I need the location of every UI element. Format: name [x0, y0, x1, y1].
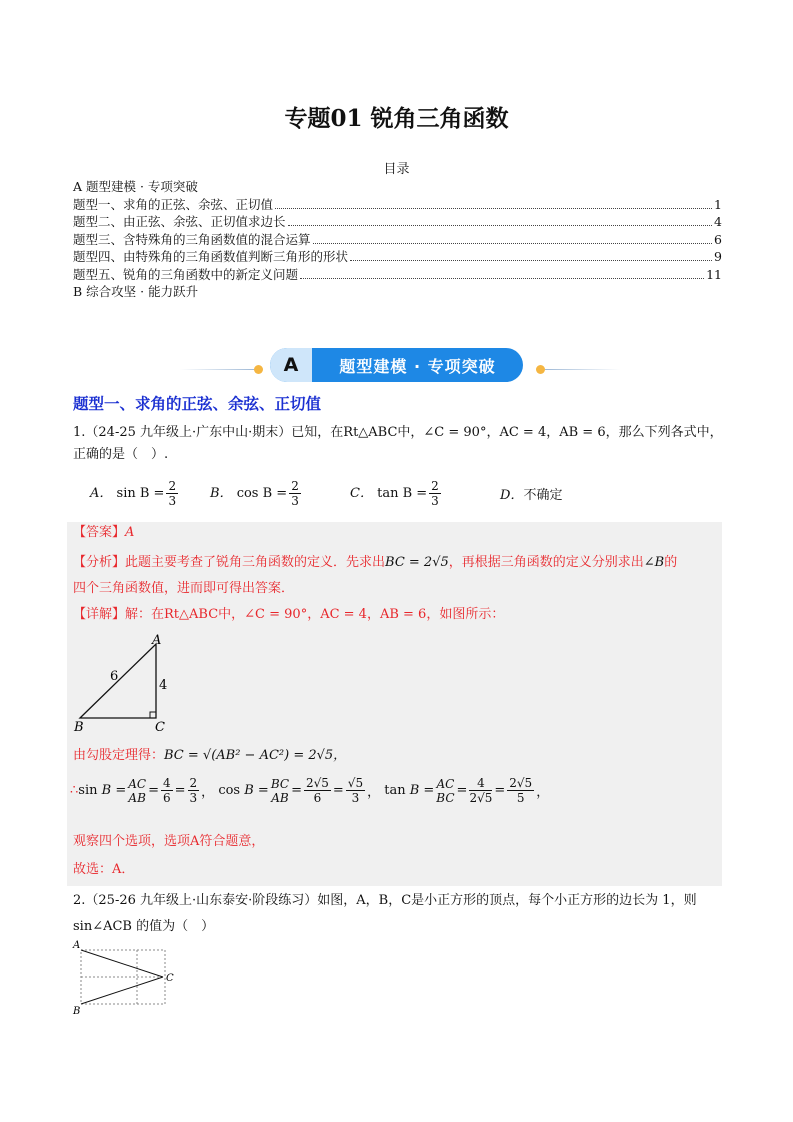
vertex-b-label: B — [74, 720, 84, 734]
q1-options — [90, 479, 710, 513]
analysis-math: BC = 2√5 — [385, 555, 449, 570]
option-c[interactable]: C． tan B = $\frac{2}{3}$ — [350, 479, 439, 508]
triangle-figure — [70, 632, 180, 734]
option-d[interactable]: D．不确定 — [500, 488, 563, 503]
q1-stem-line1: 1.（24-25 九年级上·广东中山·期末）已知，在Rt△ABC中，∠C = 90°，AC = 4，AB = 6，那么下列各式中， — [73, 425, 723, 440]
pythagoras-line — [73, 744, 346, 763]
question-1 — [73, 422, 723, 466]
page-title: 专题01 锐角三角函数 — [284, 105, 509, 132]
toc-page: 9 — [714, 249, 722, 264]
vertex-c-label: C — [155, 720, 165, 734]
pythagoras-text: 由勾股定理得： — [73, 748, 165, 763]
analysis-text: 此题主要考查了锐角三角函数的定义．先求出 — [125, 555, 386, 570]
grid-vertex-b: B — [73, 1006, 81, 1017]
solution — [73, 522, 723, 628]
toc-page: 1 — [714, 196, 722, 212]
table-of-contents — [73, 178, 722, 301]
toc-page: 11 — [706, 266, 722, 282]
analysis-angle: ∠B — [643, 555, 665, 570]
answer-tag: 【答案】 — [73, 525, 126, 540]
banner-letter: A — [270, 348, 312, 382]
q2-stem-line2: sin∠ACB 的值为（ ） — [73, 919, 215, 934]
banner-right-dot — [536, 365, 545, 374]
section-heading: 题型一、求角的正弦、余弦、正切值 — [73, 395, 322, 413]
detail-text: 解：在Rt△ABC中，∠C = 90°，AC = 4，AB = 6，如图所示： — [125, 607, 505, 622]
vertex-a-label: A — [152, 633, 162, 648]
toc-heading: 目录 — [383, 162, 410, 177]
toc-label: 题型五、锐角的三角函数中的新定义问题 — [73, 266, 299, 282]
toc-item[interactable] — [73, 266, 722, 284]
toc-item[interactable] — [73, 231, 722, 249]
banner-text: 题型建模 · 专项突破 — [339, 356, 496, 376]
question-2 — [73, 888, 723, 940]
q2-stem-line1: 2.（25-26 九年级上·山东泰安·阶段练习）如图，A，B，C是小正方形的顶点，每个小正方形的边长为 1，则 — [73, 893, 697, 908]
toc-section-a[interactable]: A 题型建模 · 专项突破 — [73, 179, 198, 194]
pythagoras-math: BC = √(AB² − AC²) = 2√5， — [164, 748, 347, 763]
grid-vertex-c: C — [166, 973, 174, 984]
toc-item[interactable] — [73, 196, 722, 214]
section-banner — [270, 348, 523, 382]
banner-left-dot — [254, 365, 263, 374]
detail-tag: 【详解】 — [73, 607, 126, 622]
analysis-text: ，再根据三角函数的定义分别求出 — [448, 555, 644, 570]
toc-label: 题型一、求角的正弦、余弦、正切值 — [73, 196, 274, 212]
hypotenuse-label: 6 — [110, 669, 119, 684]
analysis-tag: 【分析】 — [73, 555, 126, 570]
leg-label: 4 — [159, 678, 168, 693]
answer-value: A — [125, 525, 135, 540]
toc-item[interactable] — [73, 248, 722, 266]
therefore-symbol: ∴ — [70, 783, 79, 798]
toc-item[interactable] — [73, 213, 722, 231]
toc-page: 6 — [714, 231, 722, 247]
toc-page: 4 — [714, 214, 722, 229]
banner-left-line — [180, 369, 255, 370]
choose-text: 故选：A． — [73, 862, 135, 877]
analysis-text: 的 — [664, 555, 678, 570]
option-b[interactable]: B． cos B = $\frac{2}{3}$ — [210, 479, 299, 508]
grid-figure — [70, 938, 190, 1018]
q1-stem-line2: 正确的是（ ）. — [73, 447, 169, 462]
toc-label: 题型二、由正弦、余弦、正切值求边长 — [73, 214, 286, 229]
toc-label: 题型四、由特殊角的三角函数值判断三角形的形状 — [73, 249, 349, 264]
grid-vertex-a: A — [73, 940, 81, 951]
trig-values: ∴ sin B = AC AB = $\frac{4}{6}$ = $\frac{2}{3}$ ， cos B = BC AB = $\frac{2√5}{6}$ = $\frac{√5}{3}$ ， tan B = AC BC = $\frac{4}{2√5}$ = $\frac{2√5}{5}$ ， — [70, 776, 550, 805]
analysis-text: 四个三角函数值，进而即可得出答案． — [73, 581, 295, 596]
observe-text: 观察四个选项，选项A符合题意， — [73, 834, 265, 849]
banner-right-line — [545, 369, 620, 370]
toc-label: 题型三、含特殊角的三角函数值的混合运算 — [73, 231, 311, 247]
toc-section-b[interactable]: B 综合攻坚 · 能力跃升 — [73, 284, 199, 299]
option-a[interactable]: A． sin B = $\frac{2}{3}$ — [90, 479, 177, 508]
